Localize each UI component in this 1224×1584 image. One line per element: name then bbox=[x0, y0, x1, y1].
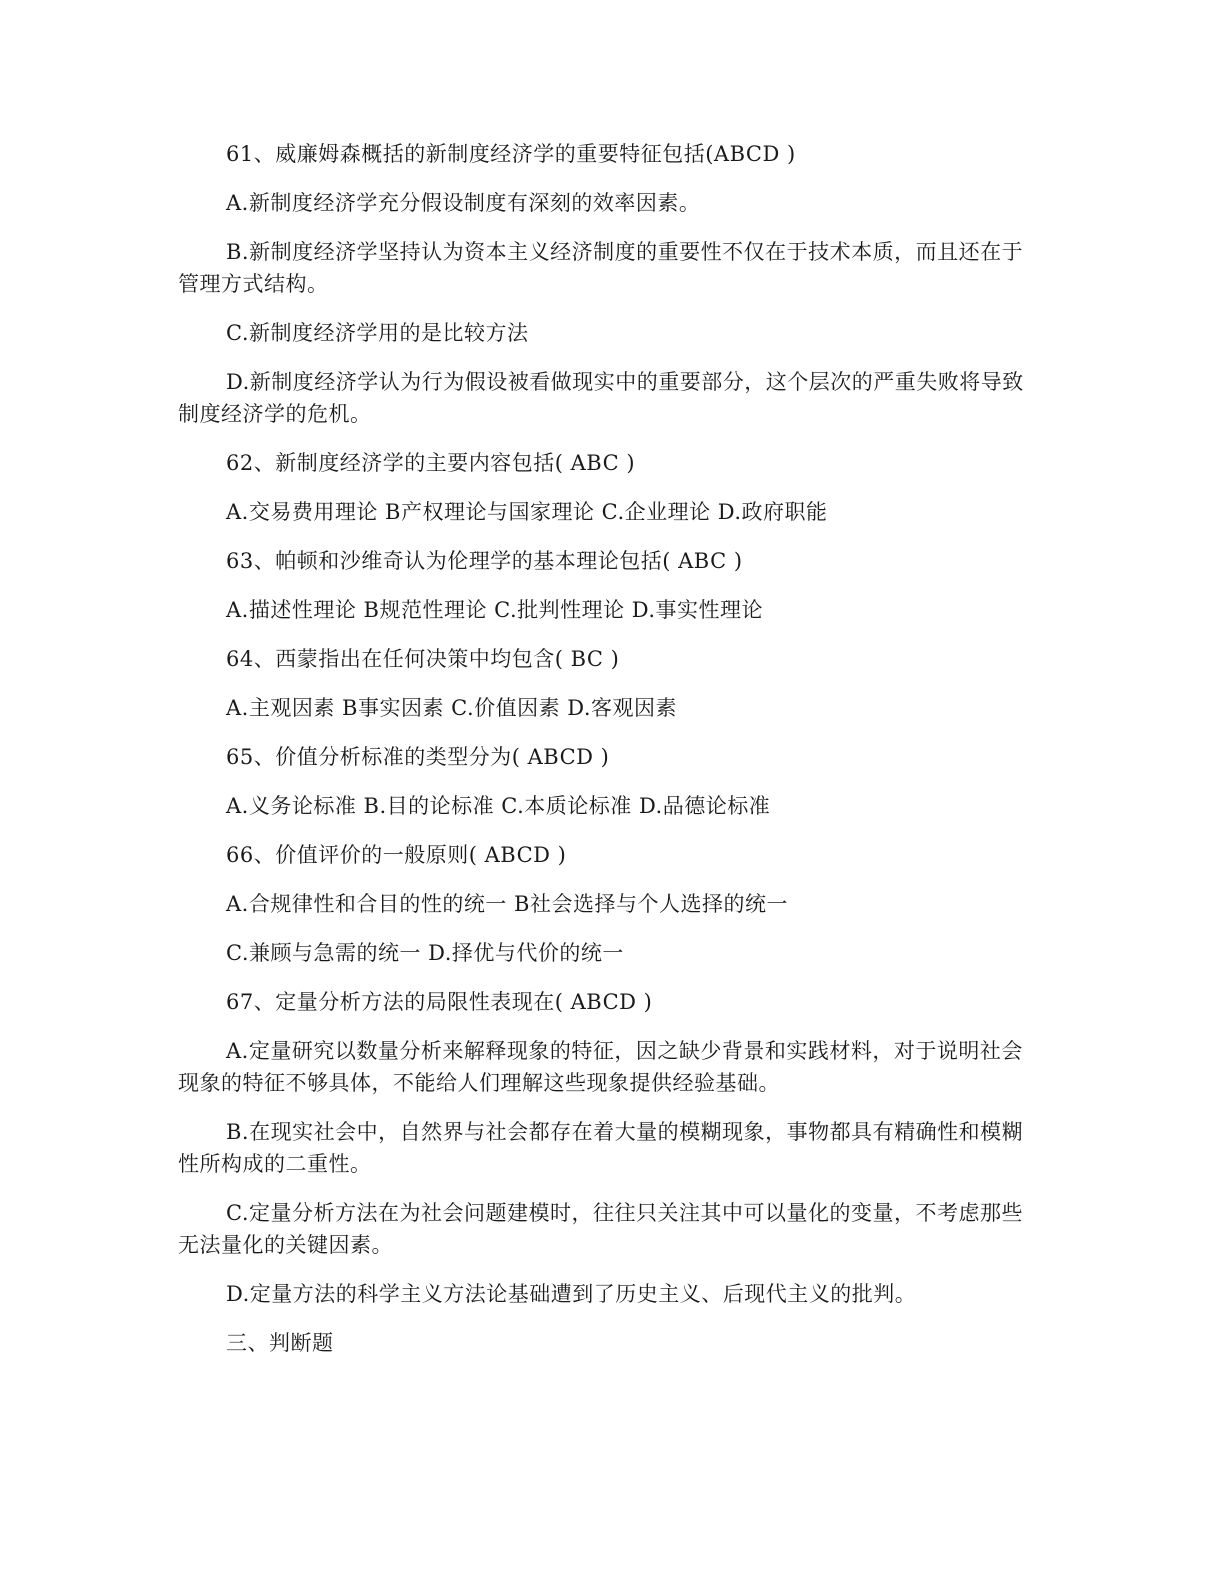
question-62: 62、新制度经济学的主要内容包括( ABC ) bbox=[226, 451, 636, 475]
options-63: A.描述性理论 B规范性理论 C.批判性理论 D.事实性理论 bbox=[226, 598, 764, 622]
option-67-c: C.定量分析方法在为社会问题建模时，往往只关注其中可以量化的变量，不考虑那些无法量化的关键因素。 bbox=[178, 1201, 1023, 1257]
option-61-d: D.新制度经济学认为行为假设被看做现实中的重要部分，这个层次的严重失败将导致制度经济学的危机。 bbox=[178, 370, 1024, 426]
options-66-ab: A.合规律性和合目的性的统一 B社会选择与个人选择的统一 bbox=[226, 892, 788, 916]
options-64: A.主观因素 B事实因素 C.价值因素 D.客观因素 bbox=[226, 696, 678, 720]
question-67: 67、定量分析方法的局限性表现在( ABCD ) bbox=[226, 990, 653, 1014]
question-66: 66、价值评价的一般原则( ABCD ) bbox=[226, 843, 567, 867]
option-67-d: D.定量方法的科学主义方法论基础遭到了历史主义、后现代主义的批判。 bbox=[226, 1282, 917, 1306]
document-page bbox=[178, 138, 1040, 1376]
options-62: A.交易费用理论 B产权理论与国家理论 C.企业理论 D.政府职能 bbox=[226, 500, 828, 524]
question-61: 61、威廉姆森概括的新制度经济学的重要特征包括(ABCD ) bbox=[226, 142, 796, 166]
option-61-b: B.新制度经济学坚持认为资本主义经济制度的重要性不仅在于技术本质，而且还在于管理方式结构。 bbox=[178, 240, 1024, 296]
options-66-cd: C.兼顾与急需的统一 D.择优与代价的统一 bbox=[226, 941, 624, 965]
question-65: 65、价值分析标准的类型分为( ABCD ) bbox=[226, 745, 610, 769]
option-61-a: A.新制度经济学充分假设制度有深刻的效率因素。 bbox=[226, 191, 701, 215]
question-63: 63、帕顿和沙维奇认为伦理学的基本理论包括( ABC ) bbox=[226, 549, 743, 573]
options-65: A.义务论标准 B.目的论标准 C.本质论标准 D.品德论标准 bbox=[226, 794, 771, 818]
option-61-c: C.新制度经济学用的是比较方法 bbox=[226, 321, 529, 345]
section-heading: 三、判断题 bbox=[226, 1331, 334, 1355]
question-64: 64、西蒙指出在任何决策中均包含( BC ) bbox=[226, 647, 620, 671]
option-67-a: A.定量研究以数量分析来解释现象的特征，因之缺少背景和实践材料，对于说明社会现象的特征不够具体，不能给人们理解这些现象提供经验基础。 bbox=[178, 1039, 1023, 1095]
option-67-b: B.在现实社会中，自然界与社会都存在着大量的模糊现象，事物都具有精确性和模糊性所构成的二重性。 bbox=[178, 1120, 1024, 1176]
